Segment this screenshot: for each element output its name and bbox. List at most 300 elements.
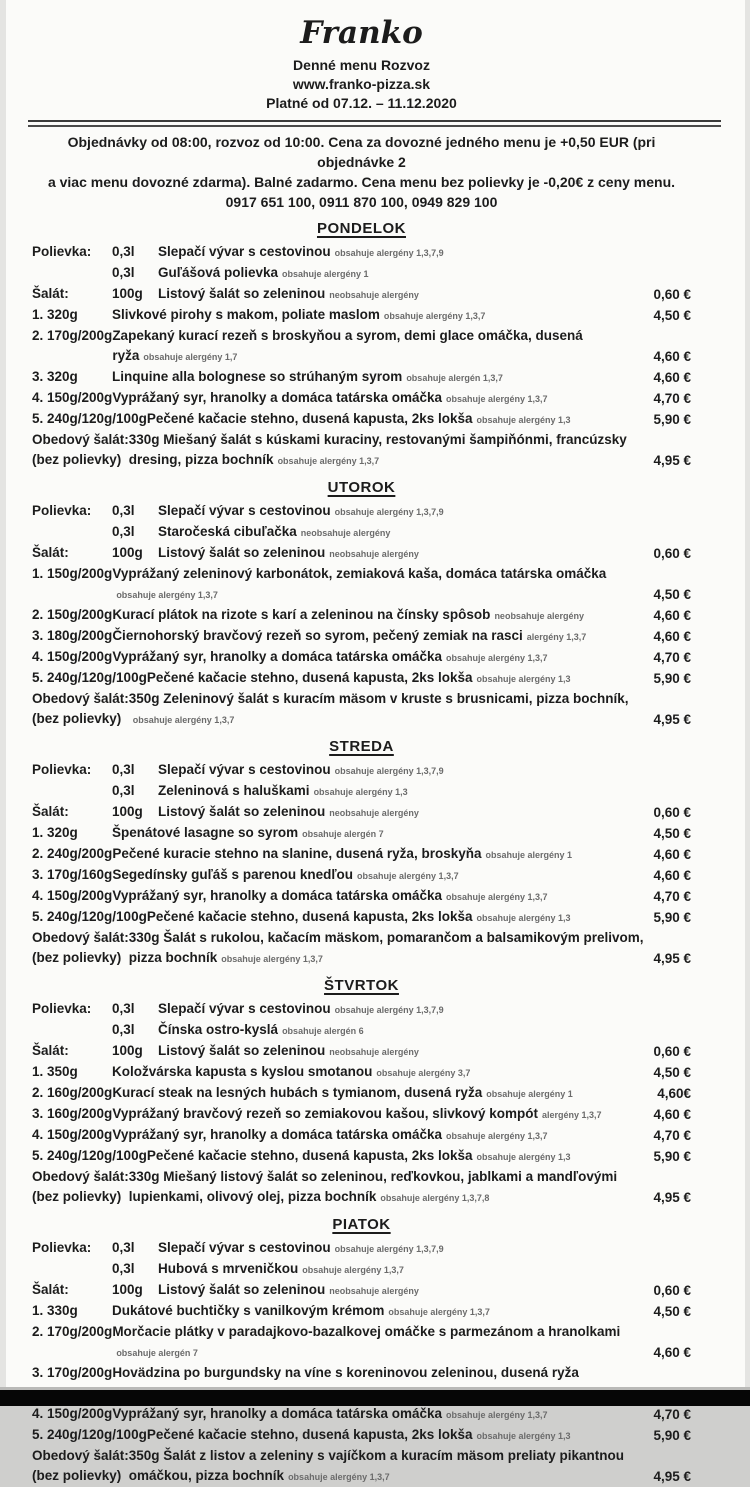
row-label-line: 3. 170g/160g: [32, 867, 113, 882]
row-label: [32, 564, 112, 584]
dish-line: [158, 1020, 629, 1041]
dish-description: [158, 781, 629, 802]
website-url: www.franko-pizza.sk: [292, 76, 431, 92]
allergen-note: obsahuje alergény 1,3: [476, 913, 571, 923]
dish-line: [112, 326, 629, 346]
dish-line: [158, 1041, 629, 1062]
row-label: [32, 1301, 112, 1321]
restaurant-name: Franko: [300, 15, 423, 51]
dish-text: Linquine alla bolognese so strúhaným syrom: [112, 369, 403, 384]
dish-line: [112, 1404, 629, 1425]
row-label-line: Šalát:: [32, 804, 69, 819]
menu-row: [32, 1280, 691, 1301]
dish-description: [112, 647, 629, 668]
dish-line: [112, 823, 629, 844]
allergen-note: obsahuje alergény 1,3,7,9: [334, 1244, 444, 1254]
row-label: [32, 1062, 112, 1082]
row-label: [32, 781, 112, 801]
row-label-line: Šalát:: [32, 1282, 69, 1297]
dish-description: [158, 501, 629, 522]
row-label: [32, 907, 147, 927]
menu-row: [32, 802, 691, 823]
dish-description: [158, 1280, 629, 1301]
day-heading: PIATOK: [332, 1216, 391, 1233]
dish-line: [112, 1322, 629, 1342]
dish-line: [112, 1062, 629, 1083]
menu-row: [32, 844, 691, 865]
price: 5,90 €: [653, 910, 691, 925]
dish-line: [112, 305, 629, 326]
menu-row: [32, 647, 691, 668]
day-section: [32, 219, 691, 471]
photo-bottom-bar: [0, 1390, 750, 1406]
dish-description: [112, 1104, 629, 1125]
menu-row: [32, 242, 691, 263]
dish-line: [112, 1301, 629, 1322]
allergen-note: obsahuje alergény 1,3,7: [388, 1307, 490, 1317]
row-label: [32, 1446, 129, 1486]
dish-text: Slepačí vývar s cestovinou: [158, 1001, 331, 1016]
allergen-note: obsahuje alergény 1,3,7: [288, 1472, 390, 1482]
row-label-line: 1. 150g/200g: [32, 566, 113, 581]
allergen-note: neobsahuje alergény: [329, 1286, 419, 1296]
dish-description: [158, 242, 629, 263]
dish-text: Vyprážaný syr, hranolky a domáca tatárska omáčka: [112, 1127, 442, 1142]
menu-days: [32, 219, 691, 1487]
menu-row: [32, 1167, 691, 1208]
dish-line: [158, 242, 629, 263]
dish-text: Listový šalát so zeleninou: [158, 804, 326, 819]
dish-description: [158, 1020, 629, 1041]
dish-line: [112, 1083, 629, 1104]
price: 4,60 €: [653, 608, 691, 623]
price: 4,50 €: [653, 587, 691, 602]
menu-row: [32, 1404, 691, 1425]
row-label-line: (bez polievky): [32, 1468, 122, 1483]
price: 5,90 €: [653, 1428, 691, 1443]
dish-text: Morčacie plátky v paradajkovo-bazalkovej omáčke s parmezánom a hranolkami: [112, 1324, 621, 1339]
validity-dates: Platné od 07.12. – 11.12.2020: [266, 95, 457, 111]
price: 4,50 €: [653, 826, 691, 841]
dish-line: [147, 1146, 629, 1167]
menu-row: [32, 907, 691, 928]
menu-row: [32, 1301, 691, 1322]
menu-row: [32, 263, 691, 284]
portion-size: 100g: [112, 545, 143, 560]
row-label: [32, 1259, 112, 1279]
row-label: [32, 626, 112, 646]
menu-row: [32, 564, 691, 605]
price: 4,70 €: [653, 1407, 691, 1422]
menu-row: [32, 388, 691, 409]
row-label-line: 4. 150g/200g: [32, 1127, 113, 1142]
row-label: [32, 1425, 147, 1445]
allergen-note: neobsahuje alergény: [494, 611, 584, 621]
allergen-note: obsahuje alergény 1,3,7: [221, 954, 323, 964]
dish-description: [129, 689, 629, 730]
allergen-note: obsahuje alergény 1,3,7,9: [334, 1005, 444, 1015]
row-label-line: 3. 320g: [32, 369, 78, 384]
row-label: [32, 305, 112, 325]
dish-description: [112, 326, 629, 367]
dish-text: 330g Miešaný listový šalát so zeleninou, reďkovkou, jablkami a mandľovými: [128, 1169, 618, 1184]
dish-description: [147, 907, 629, 928]
price: 4,60 €: [653, 629, 691, 644]
allergen-note: obsahuje alergény 1,3,7: [302, 1265, 404, 1275]
day-heading: UTOROK: [327, 479, 396, 496]
dish-description: [147, 409, 629, 430]
dish-text: 350g Zeleninový šalát s kuracím mäsom v kruste s brusnicami, pizza bochník,: [128, 691, 629, 706]
dish-text: 350g Šalát z listov a zeleniny s vajíčkom a kuracím mäsom preliaty pikantnou: [128, 1448, 624, 1463]
allergen-note: obsahuje alergény 1,3,7: [383, 311, 486, 321]
row-label: [32, 543, 112, 563]
price: 0,60 €: [653, 546, 691, 561]
dish-description: [112, 367, 629, 388]
day-heading: ŠTVRTOK: [324, 977, 399, 994]
menu-row: [32, 1104, 691, 1125]
row-label-line: 2. 150g/200g: [32, 607, 113, 622]
dish-text: Slepačí vývar s cestovinou: [158, 503, 331, 518]
row-label-line: Polievka:: [32, 1001, 92, 1016]
price: 4,50 €: [653, 1304, 691, 1319]
menu-row: [32, 668, 691, 689]
dish-description: [112, 388, 629, 409]
header-divider: [28, 120, 721, 127]
dish-description: [112, 1322, 629, 1363]
row-label-line: Obedový šalát:: [32, 432, 129, 447]
row-label-line: 3. 170g/200g: [32, 1365, 113, 1380]
row-label-line: Šalát:: [32, 1043, 69, 1058]
day-heading: PONDELOK: [316, 220, 406, 237]
menu-row: [32, 689, 691, 730]
dish-line: [129, 430, 629, 450]
allergen-note: obsahuje alergén 7: [302, 829, 384, 839]
row-label: [32, 865, 112, 885]
dish-description: [112, 564, 629, 605]
allergen-note: obsahuje alergény 1,3: [313, 787, 408, 797]
price: 4,60 €: [653, 868, 691, 883]
row-label: [32, 802, 112, 822]
price: 4,95 €: [653, 951, 691, 966]
dish-description: [112, 1125, 629, 1146]
row-label: [32, 999, 112, 1019]
dish-line: [129, 1167, 629, 1187]
row-label: [32, 501, 112, 521]
row-label-line: Šalát:: [32, 545, 69, 560]
menu-row: [32, 1062, 691, 1083]
dish-text: Listový šalát so zeleninou: [158, 1282, 326, 1297]
dish-text: Guľášová polievka: [158, 265, 279, 280]
price: 4,60 €: [653, 1345, 691, 1360]
row-label: [32, 844, 112, 864]
dish-line: [158, 1259, 629, 1280]
dish-line: [147, 409, 629, 430]
allergen-note: obsahuje alergény 1: [282, 269, 369, 279]
dish-line: [158, 263, 629, 284]
menu-row: [32, 781, 691, 802]
price: 0,60 €: [653, 1044, 691, 1059]
portion-size: 0,3l: [112, 783, 135, 798]
row-label-line: 4. 150g/200g: [32, 649, 113, 664]
dish-line: [112, 1363, 629, 1383]
menu-row: [32, 865, 691, 886]
row-label: [32, 1083, 112, 1103]
dish-description: [158, 284, 629, 305]
row-label: [32, 367, 112, 387]
dish-description: [158, 760, 629, 781]
allergen-note: obsahuje alergény 1,3,7,9: [334, 766, 444, 776]
allergen-note: obsahuje alergény 1,3: [476, 674, 571, 684]
order-info-line-1: Objednávky od 08:00, rozvoz od 10:00. Cena za dovozné jedného menu je +0,50 EUR (pri objednávke 2: [67, 134, 656, 170]
row-label: [32, 522, 112, 542]
dish-description: [158, 1041, 629, 1062]
row-label: [32, 1167, 129, 1207]
row-label-line: [32, 263, 112, 283]
row-label-line: 1. 320g: [32, 825, 78, 840]
allergen-note: obsahuje alergény 1,3,7,9: [334, 248, 444, 258]
menu-row: [32, 326, 691, 367]
dish-text: Vyprážaný zeleninový karbonátok, zemiaková kaša, domáca tatárska omáčka: [112, 566, 607, 581]
dish-description: [112, 1301, 629, 1322]
price: 4,95 €: [653, 1190, 691, 1205]
allergen-note: neobsahuje alergény: [329, 549, 419, 559]
dish-description: [158, 543, 629, 564]
row-label-line: 2. 160g/200g: [32, 1085, 113, 1100]
row-label-line: 5. 240g/120g/100g: [32, 1427, 147, 1442]
dish-line: [112, 346, 629, 367]
dish-description: [112, 865, 629, 886]
dish-text: Pečené kačacie stehno, dusená kapusta, 2ks lokša: [146, 411, 473, 426]
menu-row: [32, 305, 691, 326]
dish-text: Pečené kačacie stehno, dusená kapusta, 2ks lokša: [146, 909, 473, 924]
allergen-note: obsahuje alergény 1,3,7: [132, 715, 235, 725]
allergen-note: obsahuje alergény 1,3,7,8: [380, 1193, 490, 1203]
portion-size: 100g: [112, 804, 143, 819]
dish-text: Vyprážaný syr, hranolky a domáca tatárska omáčka: [112, 649, 442, 664]
dish-text: Špenátové lasagne so syrom: [112, 825, 299, 840]
menu-row: [32, 1259, 691, 1280]
dish-description: [112, 844, 629, 865]
price: 4,95 €: [653, 1469, 691, 1484]
portion-size: 0,3l: [112, 503, 135, 518]
day-section: [32, 737, 691, 969]
row-label-line: (bez polievky): [32, 950, 122, 965]
row-label: [32, 668, 147, 688]
dish-description: [112, 305, 629, 326]
row-label-line: Obedový šalát:: [32, 1448, 129, 1463]
portion-size: 0,3l: [112, 1240, 135, 1255]
dish-line: [147, 1425, 629, 1446]
menu-row: [32, 501, 691, 522]
dish-line: [112, 647, 629, 668]
price: 0,60 €: [653, 287, 691, 302]
dish-text: Vyprážaný bravčový rezeň so zemiakovou kašou, slivkový kompót: [112, 1106, 538, 1121]
row-label-line: [32, 781, 112, 801]
dish-line: [158, 802, 629, 823]
dish-line: [158, 522, 629, 543]
portion-size: 0,3l: [112, 762, 135, 777]
price: 5,90 €: [653, 412, 691, 427]
row-label: [32, 430, 129, 470]
row-label-line: 4. 150g/200g: [32, 390, 113, 405]
dish-text: Slepačí vývar s cestovinou: [158, 762, 331, 777]
row-label: [32, 928, 129, 968]
price: 4,95 €: [653, 453, 691, 468]
dish-text: Vyprážaný syr, hranolky a domáca tatárska omáčka: [112, 1406, 442, 1421]
menu-row: [32, 605, 691, 626]
dish-description: [158, 1238, 629, 1259]
dish-line: [147, 668, 629, 689]
row-label: [32, 605, 112, 625]
row-label: [32, 284, 112, 304]
allergen-note: obsahuje alergén 7: [116, 1348, 198, 1358]
dish-text: Hubová s mrveničkou: [158, 1261, 299, 1276]
portion-size: 0,3l: [112, 265, 135, 280]
dish-text: Hovädzina po burgundsky na víne s koreninovou zeleninou, dusená ryža: [112, 1365, 579, 1380]
row-label-line: Polievka:: [32, 503, 92, 518]
row-label: [32, 1146, 147, 1166]
dish-description: [158, 522, 629, 543]
dish-text: Kurací steak na lesných hubách s tymianom, dusená ryža: [112, 1085, 483, 1100]
allergen-note: alergény 1,3,7: [541, 1110, 602, 1120]
dish-description: [112, 886, 629, 907]
dish-line: [129, 1446, 629, 1466]
dish-text: Vyprážaný syr, hranolky a domáca tatárska omáčka: [112, 888, 442, 903]
portion-size: 100g: [112, 1043, 143, 1058]
dish-text: Segedínsky guľáš s parenou knedľou: [112, 867, 354, 882]
dish-line: [128, 928, 644, 948]
dish-description: [112, 626, 629, 647]
row-label: [32, 326, 112, 346]
dish-description: [147, 1425, 629, 1446]
dish-description: [129, 1167, 629, 1208]
dish-description: [158, 802, 629, 823]
dish-line: [147, 907, 629, 928]
menu-row: [32, 1041, 691, 1062]
dish-description: [158, 263, 629, 284]
menu-row: [32, 1083, 691, 1104]
row-label-line: 4. 150g/200g: [32, 888, 113, 903]
row-label-line: 5. 240g/120g/100g: [32, 411, 147, 426]
phone-numbers: 0917 651 100, 0911 870 100, 0949 829 100: [225, 194, 498, 210]
row-label-line: [32, 1259, 112, 1279]
dish-line: [158, 1238, 629, 1259]
price: 0,60 €: [653, 1283, 691, 1298]
menu-row: [32, 626, 691, 647]
dish-text: 330g Miešaný šalát s kúskami kuraciny, restovanými šampiňónmi, francúzsky: [128, 432, 627, 447]
dish-text: Čínska ostro-kyslá: [158, 1022, 279, 1037]
dish-description: [158, 999, 629, 1020]
menu-row: [32, 543, 691, 564]
dish-text: Pečené kačacie stehno, dusená kapusta, 2ks lokša: [146, 670, 473, 685]
dish-text: lupienkami, olivový olej, pizza bochník: [128, 1189, 377, 1204]
dish-text: Staročeská cibuľačka: [158, 524, 297, 539]
row-label: [32, 823, 112, 843]
row-label: [32, 242, 112, 262]
row-label-line: (bez polievky): [32, 1189, 122, 1204]
dish-text: Pečené kačacie stehno, dusená kapusta, 2ks lokša: [146, 1427, 473, 1442]
dish-line: [129, 689, 629, 709]
menu-row: [32, 430, 691, 471]
price: 4,60€: [657, 1086, 691, 1101]
dish-line: [112, 605, 629, 626]
day-heading: STREDA: [329, 738, 394, 755]
allergen-note: obsahuje alergén 1,3,7: [406, 373, 503, 383]
row-label: [32, 1238, 112, 1258]
row-label-line: 3. 160g/200g: [32, 1106, 113, 1121]
row-label-line: Obedový šalát:: [32, 930, 129, 945]
row-label: [32, 647, 112, 667]
day-section: [32, 976, 691, 1208]
price: 4,60 €: [653, 349, 691, 364]
row-label: [32, 1125, 112, 1145]
allergen-note: alergény 1,3,7: [526, 632, 587, 642]
row-label: [32, 1363, 112, 1383]
dish-description: [112, 1083, 629, 1104]
allergen-note: obsahuje alergény 1,3,7: [277, 456, 380, 466]
row-label-line: [32, 522, 112, 542]
row-label-line: [32, 1020, 112, 1040]
dish-text: Vyprážaný syr, hranolky a domáca tatárska omáčka: [112, 390, 442, 405]
row-label: [32, 1041, 112, 1061]
portion-size: 0,3l: [112, 1261, 135, 1276]
portion-size: 100g: [112, 286, 143, 301]
dish-line: [158, 543, 629, 564]
row-label-line: 2. 240g/200g: [32, 846, 113, 861]
row-label-line: Šalát:: [32, 286, 69, 301]
menu-row: [32, 284, 691, 305]
row-label-line: 5. 240g/120g/100g: [32, 1148, 147, 1163]
dish-line: [112, 1104, 629, 1125]
row-label-line: Obedový šalát:: [32, 691, 129, 706]
price: 4,50 €: [653, 308, 691, 323]
allergen-note: obsahuje alergény 1: [485, 850, 573, 860]
dish-description: [112, 1062, 629, 1083]
dish-text: Pečené kuracie stehno na slanine, dusená ryža, broskyňa: [112, 846, 482, 861]
dish-description: [128, 928, 644, 969]
dish-text: Listový šalát so zeleninou: [158, 1043, 326, 1058]
price: 5,90 €: [653, 1149, 691, 1164]
dish-line: [112, 367, 629, 388]
dish-line: [158, 284, 629, 305]
dish-line: [112, 564, 629, 584]
row-label: [32, 1104, 112, 1124]
dish-description: [112, 823, 629, 844]
dish-text: dresing, pizza bochník: [128, 452, 274, 467]
price: 4,50 €: [653, 1065, 691, 1080]
dish-description: [112, 1404, 629, 1425]
price: 5,90 €: [653, 671, 691, 686]
row-label-line: 1. 320g: [32, 307, 78, 322]
menu-row: [32, 367, 691, 388]
portion-size: 0,3l: [112, 244, 135, 259]
price: 4,70 €: [653, 1128, 691, 1143]
allergen-note: obsahuje alergény 1,3,7: [446, 394, 548, 404]
allergen-note: obsahuje alergény 1,7: [143, 352, 238, 362]
dish-text: Slivkové pirohy s makom, poliate maslom: [112, 307, 380, 322]
allergen-note: obsahuje alergény 1,3: [476, 1152, 571, 1162]
allergen-note: neobsahuje alergény: [300, 528, 391, 538]
row-label: [32, 886, 112, 906]
dish-line: [129, 1466, 629, 1487]
dish-line: [112, 626, 629, 647]
dish-line: [158, 1280, 629, 1301]
menu-row: [32, 1446, 691, 1487]
dish-line: [112, 1125, 629, 1146]
menu-page: [6, 0, 745, 1484]
day-section: [32, 1215, 691, 1487]
dish-text: pizza bochník: [128, 950, 218, 965]
